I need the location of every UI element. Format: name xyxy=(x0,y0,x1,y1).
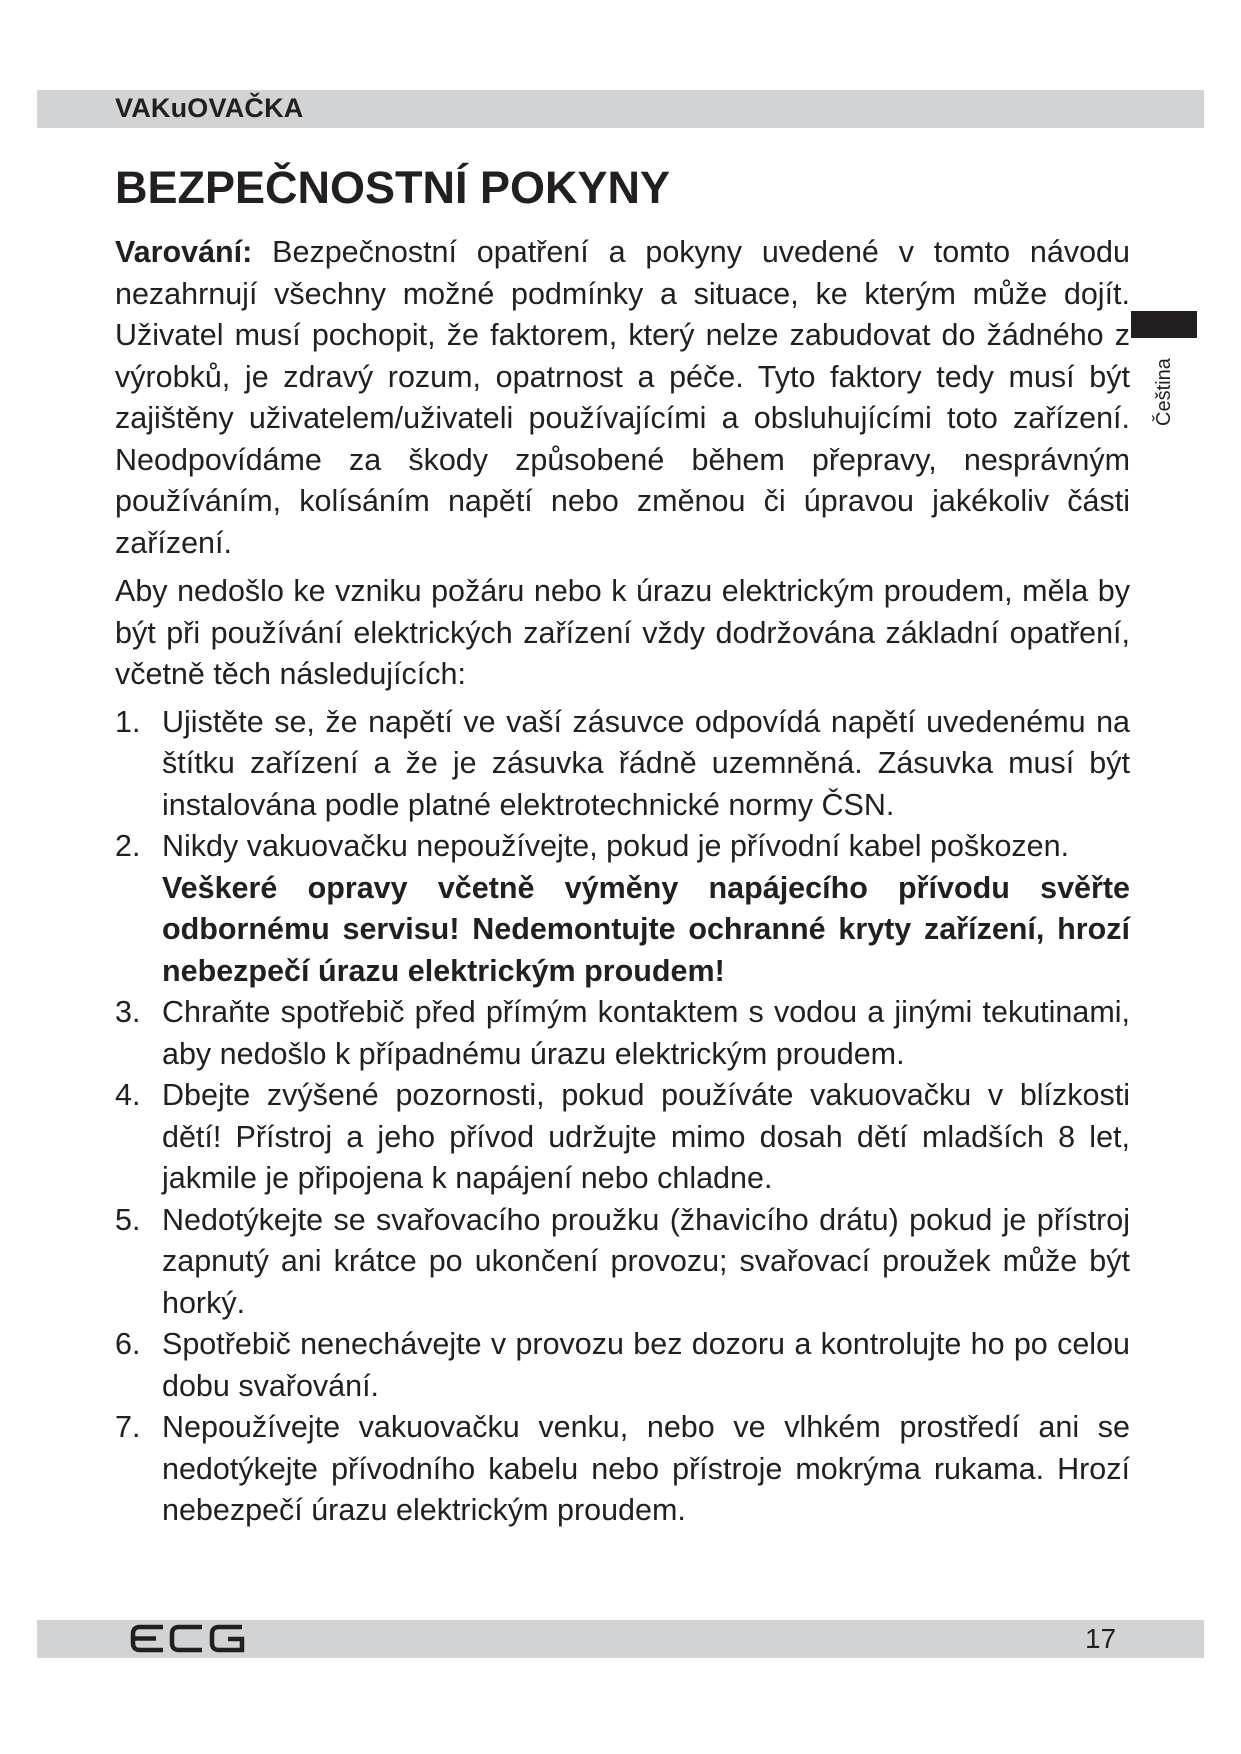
list-item xyxy=(115,1324,1130,1407)
page-title: BEZPEČNOSTNÍ POKYNY xyxy=(115,162,671,213)
list-number: 7. xyxy=(115,1410,141,1444)
list-text: Nikdy vakuovačku nepoužívejte, pokud je přívodní kabel poškozen. xyxy=(162,829,1070,863)
header-title: VAKuOVAČKA xyxy=(115,93,304,123)
warning-paragraph xyxy=(115,232,1130,564)
list-item xyxy=(115,1075,1130,1200)
list-number: 5. xyxy=(115,1202,141,1237)
list-number: 2. xyxy=(115,829,141,863)
content xyxy=(115,232,1130,1532)
warning-lead: Varování: xyxy=(115,235,253,269)
list-number: 6. xyxy=(115,1327,141,1361)
ecg-logo xyxy=(130,1624,248,1653)
preface-paragraph: Aby nedošlo ke vzniku požáru nebo k úrazu elektrickým proudem, měla by být při používání elektrických zařízení vždy dodržována základní opatření, včetně těch následujících: xyxy=(115,574,1130,691)
list-text: Dbejte zvýšené pozornosti, pokud používáte vakuovačku v blízkosti dětí! Přístroj a jeho přívod udržujte mimo dosah dětí mladších 8 let, jakmile je připojena k napájení nebo chladne. xyxy=(162,1078,1130,1195)
list-item xyxy=(115,1407,1130,1532)
language-tab-marker xyxy=(1131,311,1197,338)
list-text: Nepoužívejte vakuovačku venku, nebo ve vlhkém prostředí ani se nedotýkejte přívodního kabelu nebo přístroje mokrýma rukama. Hrozí nebezpečí úrazu elektrickým proudem. xyxy=(162,1410,1130,1527)
warning-text: Bezpečnostní opatření a pokyny uvedené v tomto návodu nezahrnují všechny možné podmínky a situace, ke kterým může dojít. Uživatel musí pochopit, že faktorem, který nelze zabudovat do žádného z výrobků, je zdravý rozum, opatrnost a péče. Tyto faktory tedy musí být zajištěny uživatelem/uživateli používajícími a obsluhujícími toto zařízení. Neodpovídáme za škody způsobené během přepravy, nesprávným používáním, kolísáním napětí nebo změnou či úpravou jakékoliv části zařízení. xyxy=(115,235,1130,560)
list-item xyxy=(115,702,1130,827)
page-number: 17 xyxy=(1085,1623,1117,1654)
list-text: Nedotýkejte se svařovacího proužku (žhavicího drátu) pokud je přístroj zapnutý ani krátce po ukončení provozu; svařovací proužek může být horký. xyxy=(162,1202,1130,1320)
list-text: Ujistěte se, že napětí ve vaší zásuvce odpovídá napětí uvedenému na štítku zařízení a že je zásuvka řádně uzemněná. Zásuvka musí být instalována podle platné elektrotechnické normy ČSN. xyxy=(162,704,1130,822)
list-number: 4. xyxy=(115,1078,141,1112)
list-number: 1. xyxy=(115,704,141,739)
list-item xyxy=(115,826,1130,992)
list-number: 3. xyxy=(115,995,141,1029)
list-text: Spotřebič nenechávejte v provozu bez dozoru a kontrolujte ho po celou dobu svařování. xyxy=(162,1327,1130,1403)
list-item xyxy=(115,1200,1130,1325)
list-text: Chraňte spotřebič před přímým kontaktem s vodou a jinými tekutinami, aby nedošlo k případnému úrazu elektrickým proudem. xyxy=(162,995,1130,1071)
language-tab-label: Čeština xyxy=(1153,358,1175,426)
list-warning: Veškeré opravy včetně výměny napájecího přívodu svěřte odbornému servisu! Nedemontujte ochranné kryty zařízení, hrozí nebezpečí úrazu elektrickým proudem! xyxy=(162,870,1130,988)
safety-rules-list xyxy=(115,702,1130,1532)
list-item xyxy=(115,992,1130,1075)
